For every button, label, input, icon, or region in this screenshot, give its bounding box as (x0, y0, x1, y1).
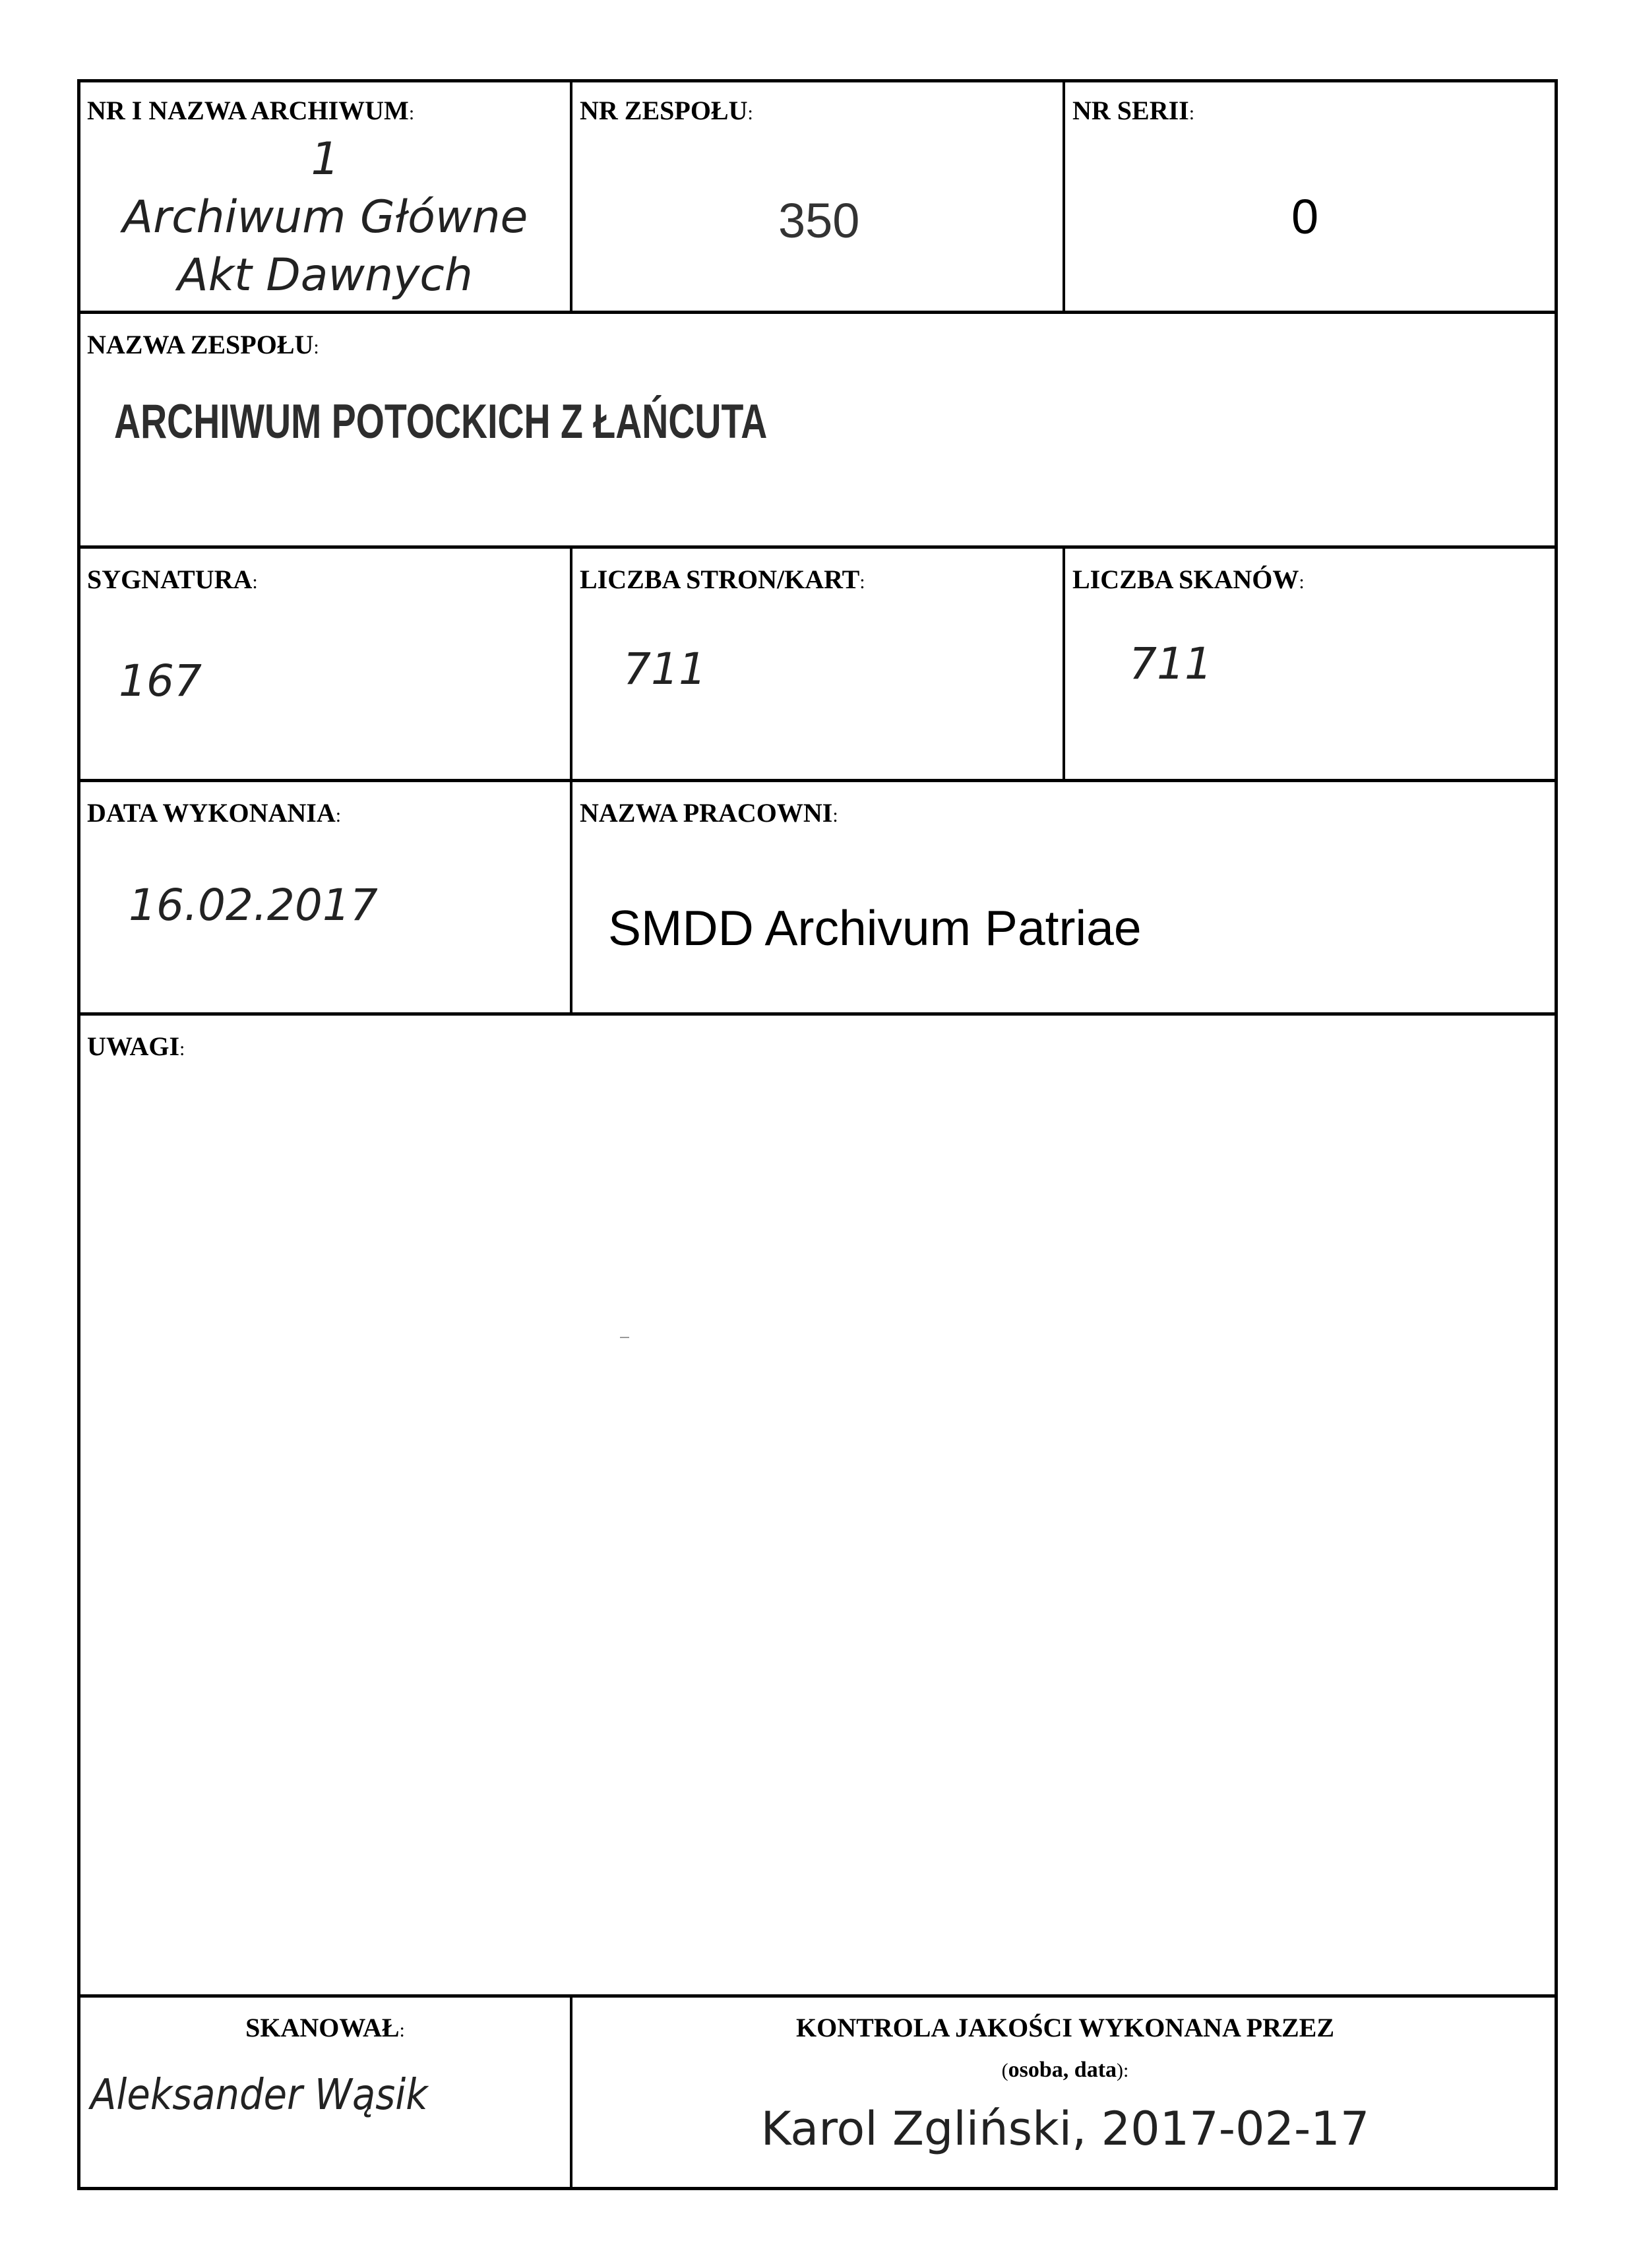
col-divider-row1-b (1063, 79, 1065, 312)
workshop-name-label: NAZWA PRACOWNI: (580, 798, 838, 828)
scanned-by-label: SKANOWAŁ: (245, 2013, 405, 2042)
row-divider-5 (77, 1994, 1558, 1998)
archive-number: 1 (311, 133, 340, 185)
col-divider-row3-a (570, 547, 572, 780)
quality-control-label: KONTROLA JAKOŚCI WYKONANA PRZEZ (795, 2013, 1335, 2042)
archive-name-line1: Archiwum Główne (122, 191, 528, 243)
series-number-label: NR SERII: (1072, 96, 1195, 125)
fonds-number-label: NR ZESPOŁU: (580, 96, 753, 125)
series-number-value: 0 (1291, 189, 1319, 244)
row-divider-2 (77, 545, 1558, 549)
pages-count-value: 711 (623, 644, 706, 694)
scans-count-label: LICZBA SKANÓW: (1072, 565, 1305, 594)
archive-label: NR I NAZWA ARCHIWUM: (87, 96, 415, 125)
archive-name-line2: Akt Dawnych (177, 249, 473, 301)
scanned-by-value: Aleksander Wąsik (90, 2071, 428, 2120)
workshop-name-value: SMDD Archivum Patriae (608, 900, 1142, 956)
row-divider-4 (77, 1012, 1558, 1016)
row-divider-3 (77, 779, 1558, 782)
fonds-name-value: ARCHIWUM POTOCKICH Z ŁAŃCUTA (114, 395, 768, 448)
row-divider-1 (77, 311, 1558, 314)
quality-control-sublabel: (osoba, data): (1001, 2058, 1129, 2082)
execution-date-value: 16.02.2017 (129, 880, 378, 931)
notes-label: UWAGI: (87, 1031, 185, 1061)
col-divider-row4 (570, 780, 572, 1014)
fonds-number-value: 350 (778, 193, 860, 248)
scan-artifact-mark (620, 1337, 629, 1338)
scans-count-value: 711 (1129, 638, 1212, 689)
quality-control-value: Karol Zgliński, 2017-02-17 (760, 2102, 1370, 2156)
signature-value: 167 (119, 656, 202, 706)
execution-date-label: DATA WYKONANIA: (87, 798, 342, 828)
fonds-name-label: NAZWA ZESPOŁU: (87, 330, 319, 359)
pages-count-label: LICZBA STRON/KART: (580, 565, 865, 594)
col-divider-row1-a (570, 79, 572, 312)
notes-area (80, 1082, 1555, 1992)
signature-label: SYGNATURA: (87, 565, 258, 594)
col-divider-row3-b (1063, 547, 1065, 780)
